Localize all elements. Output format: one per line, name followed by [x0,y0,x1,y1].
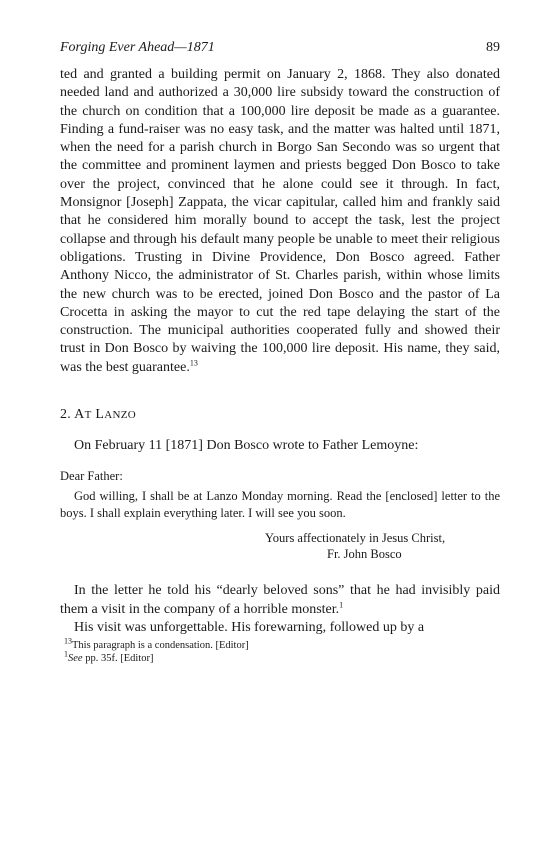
footnote-ref: 1 [339,599,344,609]
footnote-text: pp. 35f. [Editor] [82,653,154,665]
running-head [60,40,500,62]
footnote [60,636,500,652]
book-page [60,40,500,665]
running-title: Forging Ever Ahead—1871 [60,40,215,55]
letter-signature: Fr. John Bosco [327,547,402,562]
letter-closing: Yours affectionately in Jesus Christ, [265,531,446,546]
letter-body: God willing, I shall be at Lanzo Monday morning. Read the [enclosed] letter to the boys. I shall explain everything later. I will see you soon. [60,489,500,521]
section-title: AT LANZO [74,407,137,423]
footnote-text: This paragraph is a condensation. [Editor] [72,640,249,652]
paragraph-text: ted and granted a building permit on January 2, 1868. They also donated needed land and authorized a 30,000 lire subsidy toward the construction of the church on condition that a 100,000 lire deposit be made as a guarantee. Finding a fund-raiser was no easy task, and the matter was halted until 1871, when the need for a parish church in Borgo San Secondo was so urgent that the committee and prominent laymen and priests begged Don Bosco to take over the project, convinced that he alone could see it through. In fact, Monsignor [Joseph] Zappata, the vicar capitular, called him and frankly said that he considered him morally bound to accept the task, lest the project collapse and through his default many people be unable to meet their religious obligations. Trusting in Divine Providence, Don Bosco agreed. Father Anthony Nicco, the administrator of St. Charles parish, within whose limits the new church was to be erected, joined Don Bosco and the pastor of La Crocetta in asking the mayor to cut the red tape delaying the start of the construction. The municipal authorities cooperated fully and showed their trust in Don Bosco by waiving the 100,000 lire deposit. His name, they said, was the best guarantee. [60,67,500,375]
footnote [60,649,500,665]
paragraph-letter-summary [60,582,500,619]
footnote-see: See [68,653,83,665]
page-number: 89 [486,40,500,55]
letter-intro: On February 11 [1871] Don Bosco wrote to Father Lemoyne: [74,438,419,454]
paragraph-building-permit [60,66,500,377]
footnote-ref: 13 [189,358,198,368]
paragraph-visit: His visit was unforgettable. His forewarning, followed up by a [74,619,425,635]
footnote-mark: 1 [64,649,68,659]
footnotes [60,636,500,665]
section-heading [60,407,500,423]
letter-signoff [265,530,500,562]
footnote-mark: 13 [64,636,72,646]
letter-salutation: Dear Father: [60,469,123,484]
section-number: 2. [60,407,72,423]
paragraph-text: In the letter he told his “dearly beloved sons” that he had invisibly paid them a visit in the company of a horrible monster. [60,583,500,617]
